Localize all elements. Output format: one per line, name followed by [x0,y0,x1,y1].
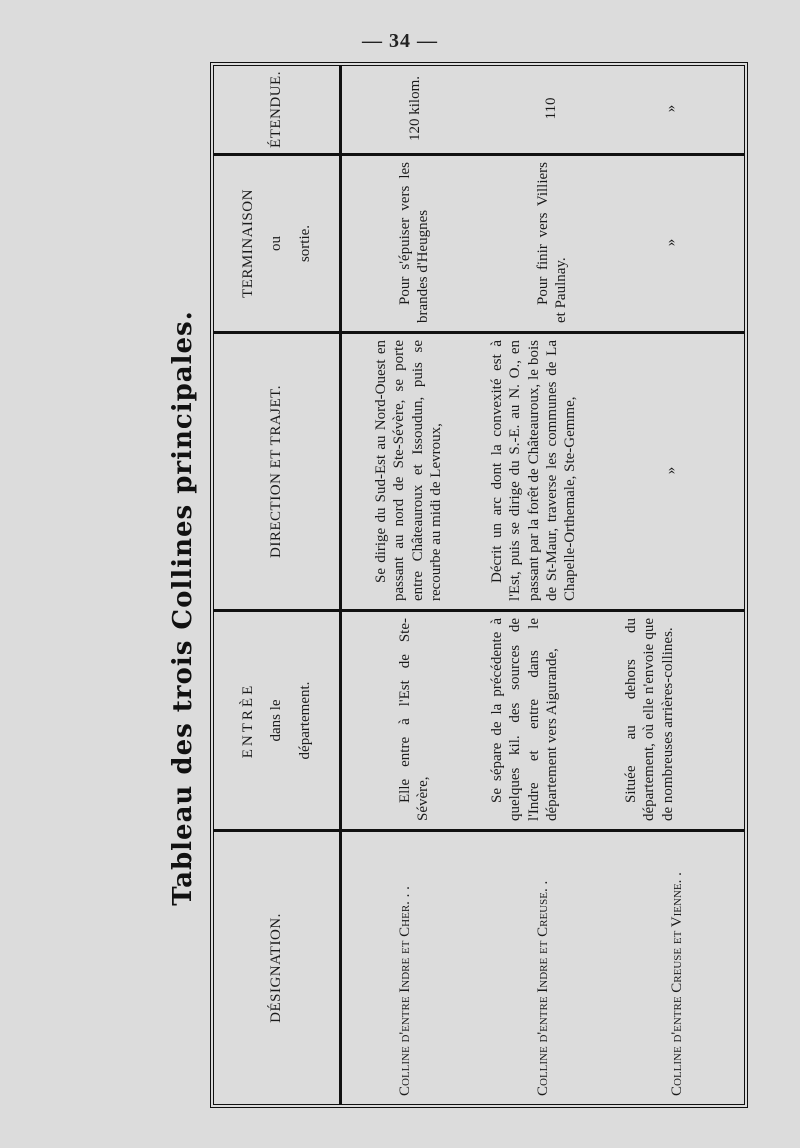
row2-direction: Décrit un arc dont la convexité est à l'Est, puis se dirige du S.-E. au N. O., en passant par la forêt de Châteauroux, le bois de St-Maur, traverse les communes de La Chapelle-Orthemale, Ste-Gemme, [489,340,579,601]
header-entree-line1: ENTRÈE [239,682,256,759]
header-terminaison-line1: TERMINAISON [239,189,256,298]
header-entree-line2: dans le [268,699,285,742]
header-terminaison [214,156,342,331]
header-terminaison-line2: ou [268,236,285,251]
header-terminaison-line3: sortie. [296,224,313,263]
row2-entree: Se sépare de la précédente à quelques kil. des sources de l'Indre et entre dans le département vers Aigurande, [489,618,560,821]
row3-terminaison: » [663,238,679,247]
row1-direction: Se dirige du Sud-Est au Nord-Ouest en passant au nord de Ste-Sévère, se porte entre Châteauroux et Issoudun, puis se recourbe au midi de Levroux, [373,340,444,601]
col-etendue [214,66,744,156]
page-number: — 34 — [362,30,438,52]
row1-terminaison: Pour s'épuiser vers les brandes d'Heugnes [397,162,432,323]
row3-designation: Colline d'entre Creuse et Vienne. . [669,872,685,1096]
col-direction [214,334,744,612]
row3-direction: » [663,466,679,475]
row2-etendue: 110 [543,97,559,120]
row1-entree: Elle entre à l'Est de Ste-Sévère, [397,618,432,821]
collines-table [210,62,748,1108]
row2-designation: Colline d'entre Indre et Creuse. . [535,880,551,1096]
row2-terminaison: Pour finir vers Villiers et Paulnay. [535,162,570,323]
header-etendue-label: ÉTENDUE. [268,71,285,148]
header-entree-line3: département. [296,681,313,760]
row1-etendue: 120 kilom. [407,76,423,142]
col-designation [214,832,744,1104]
header-etendue [214,66,342,153]
row3-etendue: » [663,104,679,113]
row1-designation: Colline d'entre Indre et Cher. . . [397,886,413,1096]
header-direction-label: DIRECTION ET TRAJET. [268,385,285,558]
header-designation-label: DÉSIGNATION. [268,913,285,1023]
row3-entree: Située au dehors du département, où elle n'envoie que de nombreuses arrières-collines. [623,618,676,821]
col-terminaison [214,156,744,334]
page-title: Tableau des trois Collines principales. [168,310,198,906]
header-direction [214,334,342,609]
header-entree [214,612,342,829]
header-designation [214,832,342,1104]
col-entree [214,612,744,832]
